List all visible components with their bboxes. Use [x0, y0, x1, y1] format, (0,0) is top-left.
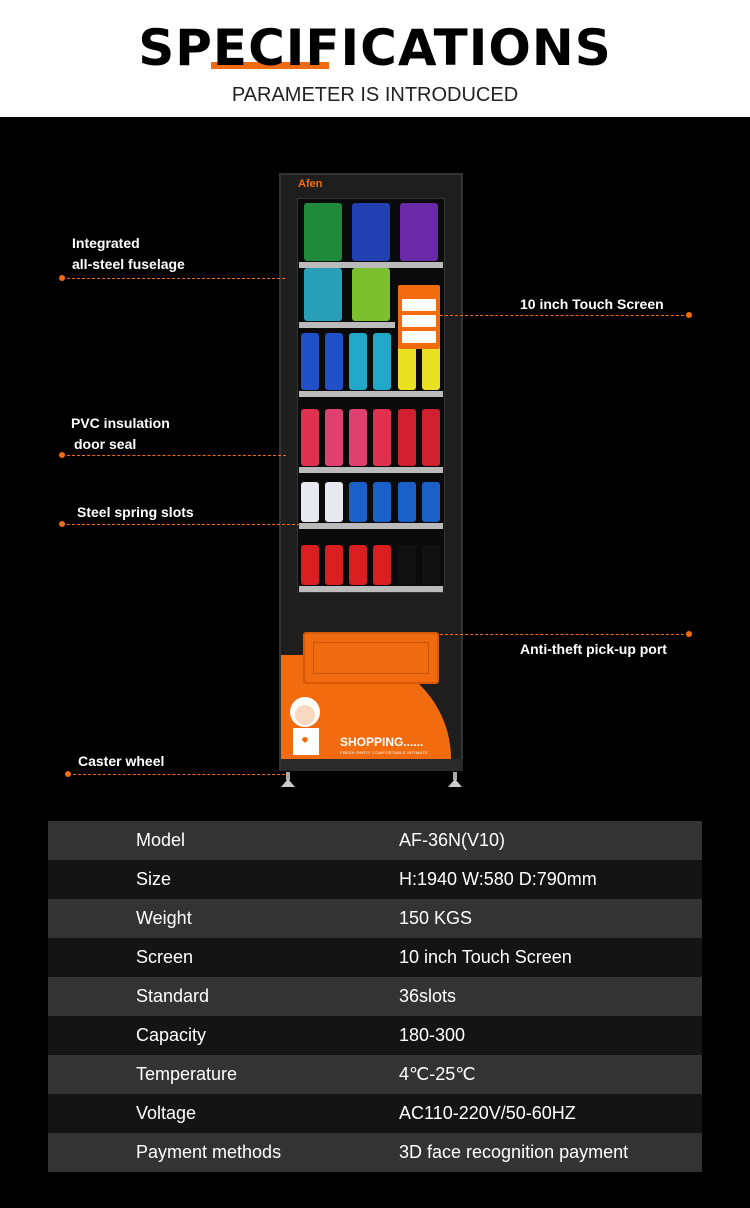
spec-value: AF-36N(V10): [399, 830, 506, 850]
product-item: [301, 333, 319, 390]
callout-fuselage: [72, 233, 185, 275]
callout-text: door seal: [74, 436, 137, 452]
product-item: [325, 545, 343, 585]
touch-screen: [398, 285, 440, 349]
spec-value: 180-300: [399, 1025, 466, 1045]
callout-text: Integrated: [72, 235, 140, 251]
product-item: [373, 409, 391, 466]
table-row: [48, 1055, 702, 1094]
price-strip: [299, 467, 443, 473]
callout-line: [62, 455, 286, 456]
callout-line: [68, 774, 285, 775]
spec-key: Voltage: [136, 1103, 197, 1123]
product-item: [349, 482, 367, 522]
cabinet-base: [281, 759, 463, 771]
table-row: [48, 977, 702, 1016]
product-item: [304, 203, 342, 261]
product-item: [325, 333, 343, 390]
callout-pickup-port: Anti-theft pick-up port: [520, 641, 667, 657]
callout-text: all-steel fuselage: [72, 256, 185, 272]
callout-touch-screen: 10 inch Touch Screen: [520, 296, 664, 312]
callout-door-seal: [71, 413, 170, 455]
product-item: [349, 409, 367, 466]
spec-key: Size: [136, 869, 172, 889]
product-item: [373, 333, 391, 390]
callout-spring-slots: Steel spring slots: [77, 504, 194, 520]
product-item: [352, 203, 390, 261]
spec-key: Weight: [136, 908, 192, 928]
product-item: [325, 482, 343, 522]
callout-text: PVC insulation: [71, 415, 170, 431]
product-item: [373, 482, 391, 522]
table-row: [48, 860, 702, 899]
spec-value: 4℃-25℃: [399, 1064, 476, 1084]
product-item: [398, 482, 416, 522]
product-item: [325, 409, 343, 466]
spec-key: Payment methods: [136, 1142, 282, 1162]
caster-wheel-icon: [447, 772, 463, 788]
spec-value: 150 KGS: [399, 908, 473, 928]
spec-value: 36slots: [399, 986, 457, 1006]
callout-caster-wheel: Caster wheel: [78, 753, 165, 769]
table-row: [48, 938, 702, 977]
pickup-port: [303, 632, 439, 684]
product-item: [349, 333, 367, 390]
spec-key: Model: [136, 830, 186, 850]
spec-value: 3D face recognition payment: [399, 1142, 629, 1162]
product-item: [422, 545, 440, 585]
callout-line: [62, 524, 300, 525]
table-row: [48, 821, 702, 860]
product-item: [373, 545, 391, 585]
price-strip: [299, 322, 395, 328]
product-item: [398, 545, 416, 585]
callout-line: [62, 278, 285, 279]
table-row: [48, 1016, 702, 1055]
product-item: [301, 409, 319, 466]
page-subtitle: PARAMETER IS INTRODUCED: [231, 84, 519, 106]
spec-key: Standard: [136, 986, 210, 1006]
page-title: SPECIFICATIONS: [138, 19, 612, 77]
spec-key: Temperature: [136, 1064, 238, 1084]
slogan: SHOPPING......: [340, 735, 424, 749]
spec-value: 10 inch Touch Screen: [399, 947, 572, 967]
table-row: [48, 899, 702, 938]
product-item: [352, 268, 390, 321]
table-row: [48, 1094, 702, 1133]
callout-line: [440, 315, 689, 316]
table-row: [48, 1133, 702, 1172]
product-item: [422, 482, 440, 522]
product-item: [400, 203, 438, 261]
spec-key: Screen: [136, 947, 194, 967]
spec-value: H:1940 W:580 D:790mm: [399, 869, 597, 889]
product-item: [422, 409, 440, 466]
mascot-icon: [283, 690, 333, 755]
brand-logo: Afen: [298, 178, 323, 190]
spec-value: AC110-220V/50-60HZ: [399, 1103, 576, 1123]
spec-table: [48, 821, 702, 1172]
product-item: [301, 482, 319, 522]
price-strip: [299, 586, 443, 592]
price-strip: [299, 523, 443, 529]
product-item: [349, 545, 367, 585]
slogan-sub: FRESH PARTY COMFORTABLE INTIMATE: [340, 750, 428, 755]
spec-key: Capacity: [136, 1025, 207, 1045]
price-strip: [299, 391, 443, 397]
product-item: [398, 409, 416, 466]
header: [0, 0, 750, 117]
product-item: [304, 268, 342, 321]
product-item: [301, 545, 319, 585]
callout-line: [440, 634, 689, 635]
